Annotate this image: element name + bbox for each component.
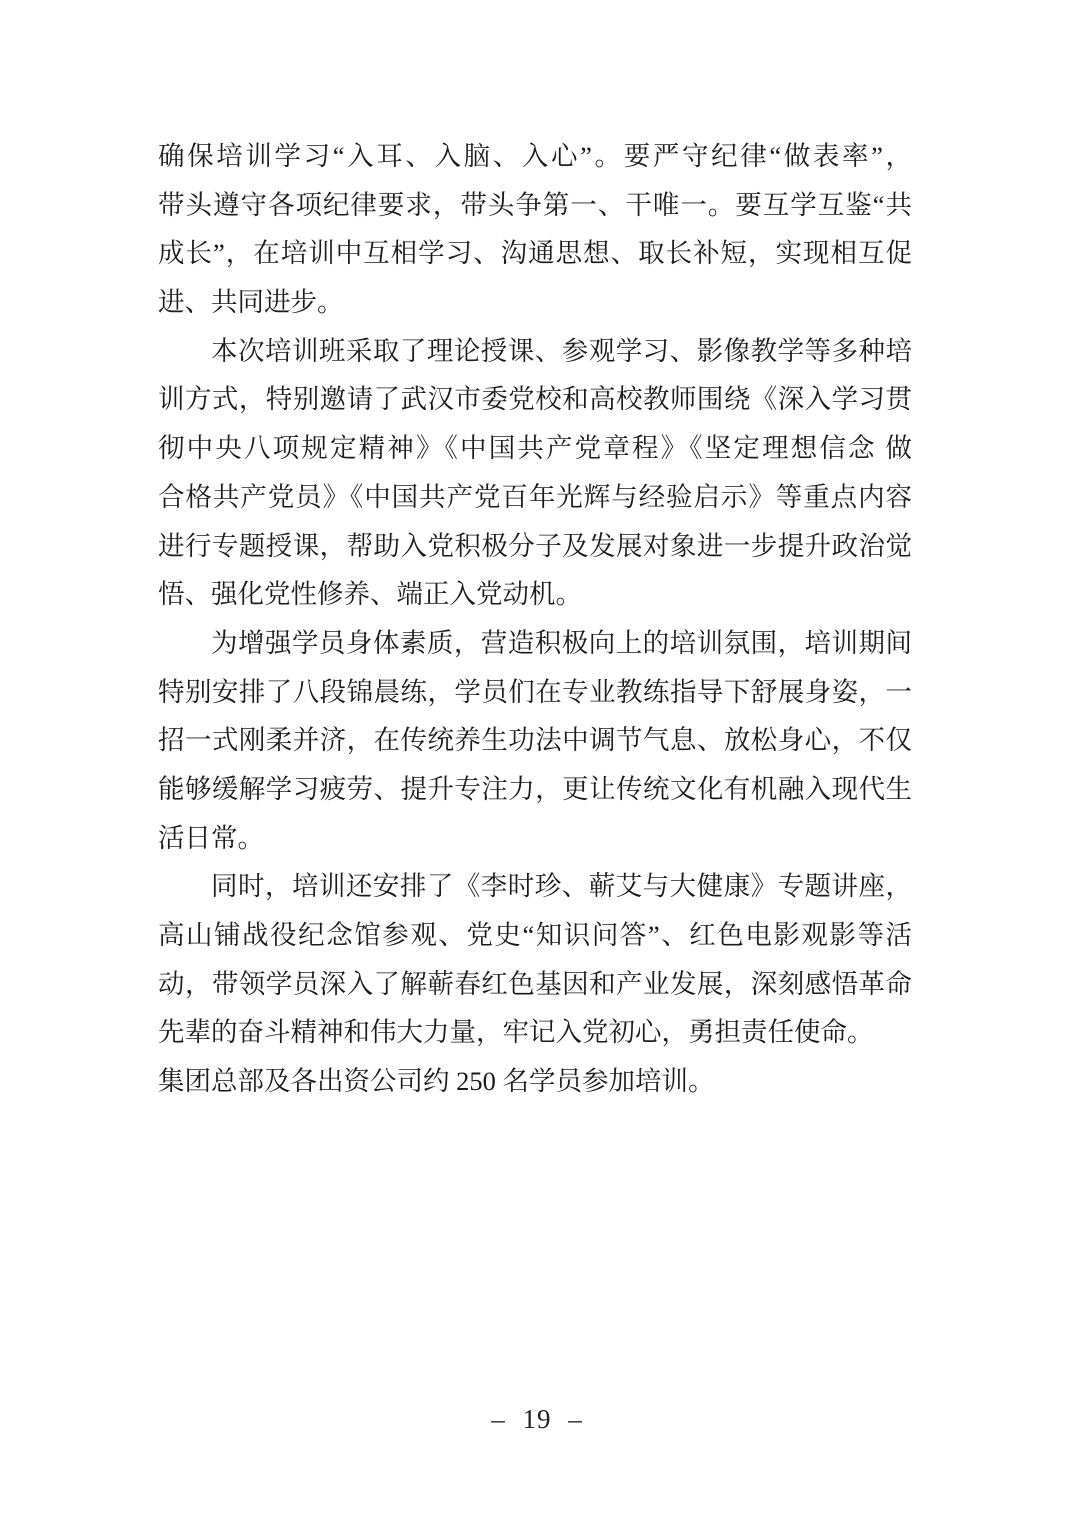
paragraph [158, 1057, 912, 1106]
text-line: 训方式，特别邀请了武汉市委党校和高校教师围绕《深入学习贯 [158, 384, 912, 415]
page-footer [0, 1404, 1074, 1435]
text-line: 能够缓解学习疲劳、提升专注力，更让传统文化有机融入现代生 [158, 773, 912, 804]
text-line: 成长”，在培训中互相学习、沟通思想、取长补短，实现相互促 [158, 238, 912, 269]
text-line: 活日常。 [158, 822, 264, 853]
text-line: 特别安排了八段锦晨练，学员们在专业教练指导下舒展身姿，一 [158, 676, 912, 707]
text-line: 带头遵守各项纪律要求，带头争第一、干唯一。要互学互鉴“共 [158, 189, 912, 220]
paragraph [158, 327, 912, 619]
text-line: 彻中央八项规定精神》《中国共产党章程》《坚定理想信念 做 [158, 433, 912, 464]
document-body [158, 132, 912, 1106]
page-number: – 19 – [491, 1404, 583, 1434]
text-line: 合格共产党员》《中国共产党百年光辉与经验启示》等重点内容 [158, 481, 912, 512]
text-line: 悟、强化党性修养、端正入党动机。 [158, 579, 582, 610]
paragraph [158, 862, 912, 1057]
text-line: 招一式刚柔并济，在传统养生功法中调节气息、放松身心，不仅 [158, 725, 912, 756]
text-line: 高山铺战役纪念馆参观、党史“知识问答”、红色电影观影等活 [158, 920, 912, 950]
text-line: 先辈的奋斗精神和伟大力量，牢记入党初心，勇担责任使命。 [158, 1017, 874, 1048]
text-line: 进、共同进步。 [158, 287, 344, 318]
text-line: 为增强学员身体素质，营造积极向上的培训氛围，培训期间 [211, 627, 912, 658]
text-line: 动，带领学员深入了解蕲春红色基因和产业发展，深刻感悟革命 [158, 968, 912, 999]
text-line: 同时，培训还安排了《李时珍、蕲艾与大健康》专题讲座， [211, 871, 912, 902]
text-line: 进行专题授课，帮助入党积极分子及发展对象进一步提升政治觉 [158, 530, 912, 561]
text-line: 本次培训班采取了理论授课、参观学习、影像教学等多种培 [211, 335, 912, 366]
text-line: 确保培训学习“入耳、入脑、入心”。要严守纪律“做表率”， [158, 141, 912, 171]
text-line: 集团总部及各出资公司约 250 名学员参加培训。 [158, 1066, 715, 1097]
paragraph [158, 132, 912, 327]
paragraph [158, 619, 912, 862]
